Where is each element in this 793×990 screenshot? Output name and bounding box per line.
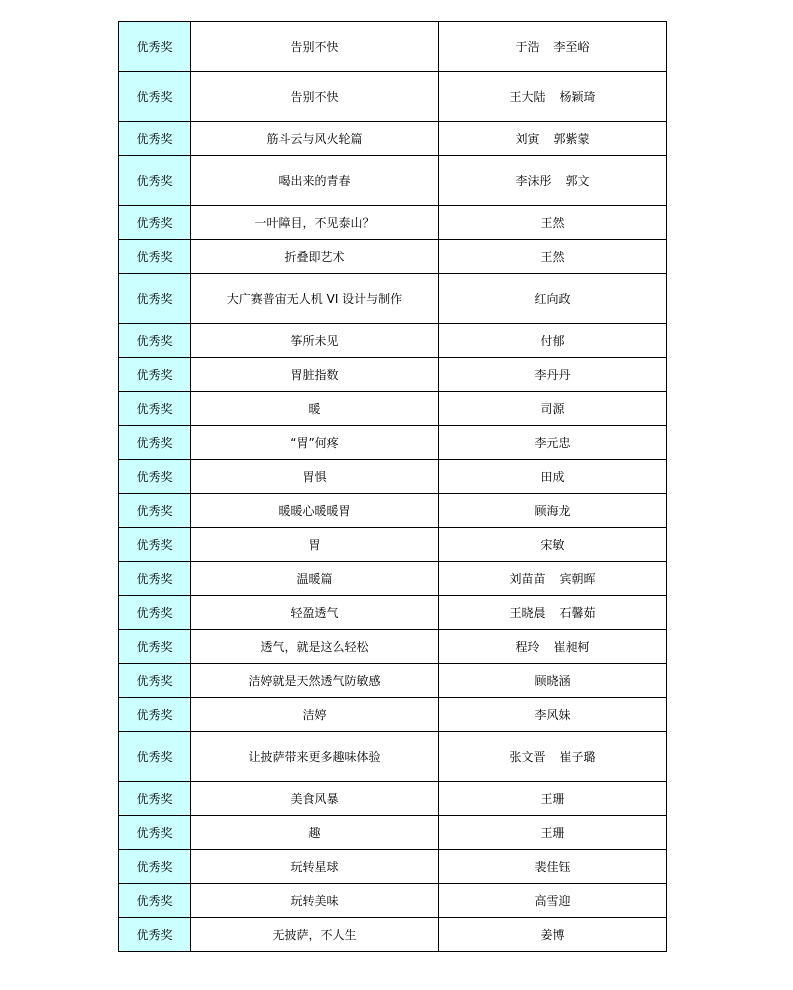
award-cell: 优秀奖 (119, 918, 191, 952)
title-cell: 透气，就是这么轻松 (191, 630, 439, 664)
table-row (119, 240, 667, 274)
title-cell: 暖暖心暖暖胃 (191, 494, 439, 528)
table-row (119, 528, 667, 562)
title-cell: 筝所未见 (191, 324, 439, 358)
title-cell: 折叠即艺术 (191, 240, 439, 274)
authors-cell (439, 240, 667, 274)
author-name: 王大陆 (509, 90, 546, 104)
award-cell: 优秀奖 (119, 494, 191, 528)
award-cell: 优秀奖 (119, 664, 191, 698)
table-row (119, 494, 667, 528)
authors-cell (439, 528, 667, 562)
title-cell: 玩转星球 (191, 850, 439, 884)
title-cell: 暖 (191, 392, 439, 426)
award-cell: 优秀奖 (119, 816, 191, 850)
authors-cell (439, 562, 667, 596)
author-name: 王珊 (540, 826, 565, 840)
author-name: 姜博 (540, 928, 565, 942)
author-name: 李沫彤 (515, 174, 552, 188)
author-name: 王然 (540, 250, 565, 264)
title-cell: 玩转美味 (191, 884, 439, 918)
author-name: 郭文 (565, 174, 590, 188)
authors-cell (439, 206, 667, 240)
award-cell: 优秀奖 (119, 22, 191, 72)
table-row (119, 816, 667, 850)
authors-cell (439, 122, 667, 156)
author-name: 宾朝晖 (559, 572, 596, 586)
authors-cell (439, 22, 667, 72)
authors-cell (439, 426, 667, 460)
authors-cell (439, 392, 667, 426)
authors-cell (439, 918, 667, 952)
award-cell: 优秀奖 (119, 72, 191, 122)
author-name: 张文晋 (509, 750, 546, 764)
authors-cell (439, 274, 667, 324)
author-name: 石馨茹 (559, 606, 596, 620)
author-name: 王然 (540, 216, 565, 230)
title-cell: 让披萨带来更多趣味体验 (191, 732, 439, 782)
award-cell: 优秀奖 (119, 240, 191, 274)
authors-cell (439, 732, 667, 782)
author-name: 顾晓涵 (534, 674, 571, 688)
title-cell: 告别不快 (191, 22, 439, 72)
authors-cell (439, 494, 667, 528)
author-name: 刘寅 (515, 132, 540, 146)
author-name: 王晓晨 (509, 606, 546, 620)
table-row (119, 22, 667, 72)
award-cell: 优秀奖 (119, 392, 191, 426)
authors-cell (439, 596, 667, 630)
table-row (119, 918, 667, 952)
award-cell: 优秀奖 (119, 732, 191, 782)
award-cell: 优秀奖 (119, 206, 191, 240)
author-name: 李风妹 (534, 708, 571, 722)
table-row (119, 562, 667, 596)
awards-table (118, 21, 667, 952)
table-row (119, 732, 667, 782)
award-cell: 优秀奖 (119, 528, 191, 562)
author-name: 顾海龙 (534, 504, 571, 518)
author-name: 李丹丹 (534, 368, 571, 382)
author-name: 郭紫蒙 (553, 132, 590, 146)
title-cell: 喝出来的青春 (191, 156, 439, 206)
author-name: 崔子璐 (559, 750, 596, 764)
authors-cell (439, 358, 667, 392)
award-cell: 优秀奖 (119, 698, 191, 732)
table-row (119, 274, 667, 324)
award-cell: 优秀奖 (119, 460, 191, 494)
table-row (119, 850, 667, 884)
title-cell: 胃脏指数 (191, 358, 439, 392)
author-name: 司源 (540, 402, 565, 416)
award-cell: 优秀奖 (119, 562, 191, 596)
title-cell: 洁婷就是天然透气防敏感 (191, 664, 439, 698)
title-cell: 美食风暴 (191, 782, 439, 816)
authors-cell (439, 664, 667, 698)
award-cell: 优秀奖 (119, 596, 191, 630)
authors-cell (439, 850, 667, 884)
author-name: 王珊 (540, 792, 565, 806)
table-row (119, 596, 667, 630)
table-row (119, 630, 667, 664)
award-cell: 优秀奖 (119, 630, 191, 664)
table-row (119, 460, 667, 494)
author-name: 付郁 (540, 334, 565, 348)
table-row (119, 664, 667, 698)
title-cell: 轻盈透气 (191, 596, 439, 630)
table-row (119, 358, 667, 392)
award-cell: 优秀奖 (119, 782, 191, 816)
table-row (119, 392, 667, 426)
author-name: 杨颖琦 (559, 90, 596, 104)
award-cell: 优秀奖 (119, 884, 191, 918)
author-name: 李至峪 (553, 40, 590, 54)
awards-table-body (119, 22, 667, 952)
award-cell: 优秀奖 (119, 122, 191, 156)
author-name: 李元忠 (534, 436, 571, 450)
award-cell: 优秀奖 (119, 324, 191, 358)
table-row (119, 698, 667, 732)
title-cell: “胃”何疼 (191, 426, 439, 460)
title-cell: 筋斗云与风火轮篇 (191, 122, 439, 156)
table-row (119, 156, 667, 206)
title-cell: 趣 (191, 816, 439, 850)
author-name: 田成 (540, 470, 565, 484)
table-row (119, 884, 667, 918)
title-cell: 温暖篇 (191, 562, 439, 596)
table-row (119, 324, 667, 358)
author-name: 宋敏 (540, 538, 565, 552)
authors-cell (439, 884, 667, 918)
authors-cell (439, 460, 667, 494)
title-cell: 胃 (191, 528, 439, 562)
award-cell: 优秀奖 (119, 156, 191, 206)
authors-cell (439, 698, 667, 732)
table-row (119, 72, 667, 122)
award-cell: 优秀奖 (119, 274, 191, 324)
table-row (119, 206, 667, 240)
author-name: 程玲 (515, 640, 540, 654)
authors-cell (439, 816, 667, 850)
table-row (119, 782, 667, 816)
title-cell: 胃惧 (191, 460, 439, 494)
author-name: 于浩 (515, 40, 540, 54)
author-name: 高雪迎 (534, 894, 571, 908)
table-row (119, 122, 667, 156)
award-cell: 优秀奖 (119, 358, 191, 392)
title-cell: 洁婷 (191, 698, 439, 732)
authors-cell (439, 324, 667, 358)
authors-cell (439, 156, 667, 206)
authors-cell (439, 72, 667, 122)
authors-cell (439, 630, 667, 664)
title-cell: 告别不快 (191, 72, 439, 122)
author-name: 裴佳钰 (534, 860, 571, 874)
title-cell: 一叶障目，不见泰山？ (191, 206, 439, 240)
authors-cell (439, 782, 667, 816)
award-cell: 优秀奖 (119, 426, 191, 460)
award-cell: 优秀奖 (119, 850, 191, 884)
table-row (119, 426, 667, 460)
author-name: 刘苗苗 (509, 572, 546, 586)
author-name: 崔昶柯 (553, 640, 590, 654)
title-cell: 大广赛普宙无人机 VI 设计与制作 (191, 274, 439, 324)
title-cell: 无披萨，不人生 (191, 918, 439, 952)
author-name: 红向政 (534, 292, 571, 306)
